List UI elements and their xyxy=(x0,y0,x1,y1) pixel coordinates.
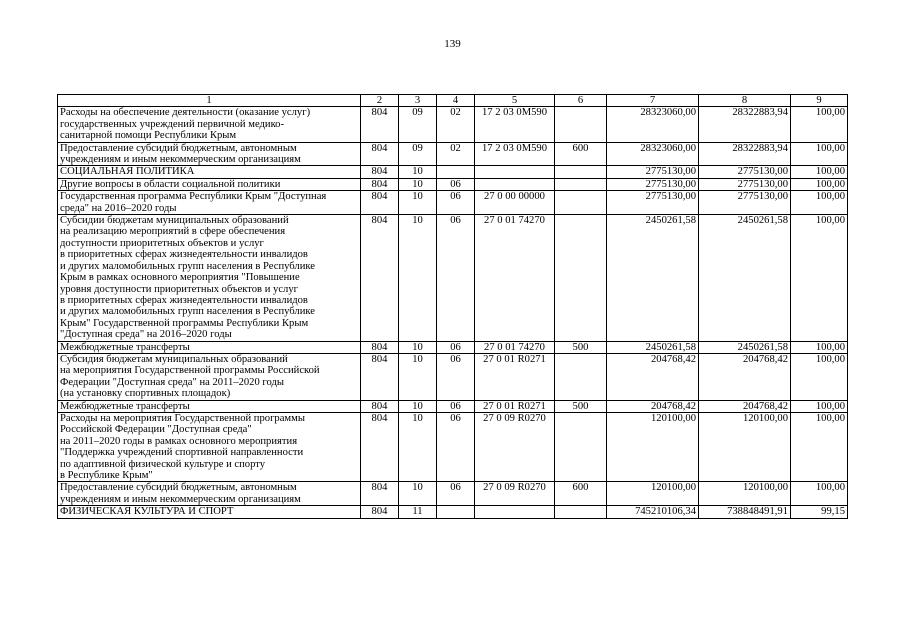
cell-description: Межбюджетные трансферты xyxy=(58,341,361,353)
cell-percent-executed: 100,00 xyxy=(791,142,848,166)
cell-description: СОЦИАЛЬНАЯ ПОЛИТИКА xyxy=(58,166,361,178)
cell-planned-amount: 2450261,58 xyxy=(607,341,699,353)
cell-executed-amount: 28322883,94 xyxy=(699,107,791,142)
cell-subsection: 06 xyxy=(437,215,475,341)
page-number: 139 xyxy=(444,38,461,50)
cell-target-article: 27 0 09 R0270 xyxy=(475,412,555,481)
cell-description: ФИЗИЧЕСКАЯ КУЛЬТУРА И СПОРТ xyxy=(58,506,361,518)
cell-subsection: 06 xyxy=(437,191,475,215)
cell-percent-executed: 100,00 xyxy=(791,215,848,341)
cell-target-article: 27 0 01 74270 xyxy=(475,341,555,353)
cell-percent-executed: 100,00 xyxy=(791,482,848,506)
cell-planned-amount: 2775130,00 xyxy=(607,191,699,215)
cell-section: 09 xyxy=(399,107,437,142)
cell-target-article: 27 0 01 R0271 xyxy=(475,400,555,412)
cell-expense-type: 500 xyxy=(555,341,607,353)
cell-description: Субсидия бюджетам муниципальных образований на мероприятия Государственной программы Российской Федерации "Доступная среда" на 2011–2020 годы (на установку спортивных площадок) xyxy=(58,353,361,400)
cell-subsection: 02 xyxy=(437,142,475,166)
cell-percent-executed: 99,15 xyxy=(791,506,848,518)
cell-expense-type xyxy=(555,191,607,215)
cell-target-article: 17 2 03 0М590 xyxy=(475,142,555,166)
cell-target-article: 27 0 01 R0271 xyxy=(475,353,555,400)
cell-description: Предоставление субсидий бюджетным, автономным учреждениям и иным некоммерческим организациям xyxy=(58,142,361,166)
cell-executed-amount: 738848491,91 xyxy=(699,506,791,518)
cell-section: 10 xyxy=(399,166,437,178)
table-row xyxy=(58,400,848,412)
cell-target-article xyxy=(475,506,555,518)
cell-planned-amount: 2450261,58 xyxy=(607,215,699,341)
table-row xyxy=(58,142,848,166)
cell-section: 10 xyxy=(399,341,437,353)
budget-table xyxy=(57,94,848,519)
column-header: 9 xyxy=(791,95,848,107)
cell-description: Другие вопросы в области социальной политики xyxy=(58,178,361,190)
cell-section: 10 xyxy=(399,412,437,481)
cell-expense-type xyxy=(555,353,607,400)
cell-ministry-code: 804 xyxy=(361,215,399,341)
cell-expense-type xyxy=(555,107,607,142)
cell-percent-executed: 100,00 xyxy=(791,412,848,481)
cell-executed-amount: 204768,42 xyxy=(699,353,791,400)
column-header: 4 xyxy=(437,95,475,107)
cell-subsection: 06 xyxy=(437,482,475,506)
table-row xyxy=(58,191,848,215)
cell-target-article: 27 0 01 74270 xyxy=(475,215,555,341)
cell-planned-amount: 204768,42 xyxy=(607,353,699,400)
cell-subsection: 06 xyxy=(437,341,475,353)
cell-percent-executed: 100,00 xyxy=(791,353,848,400)
column-header: 8 xyxy=(699,95,791,107)
table-row xyxy=(58,166,848,178)
cell-percent-executed: 100,00 xyxy=(791,178,848,190)
column-header: 3 xyxy=(399,95,437,107)
cell-ministry-code: 804 xyxy=(361,341,399,353)
cell-target-article: 27 0 09 R0270 xyxy=(475,482,555,506)
cell-percent-executed: 100,00 xyxy=(791,191,848,215)
cell-executed-amount: 28322883,94 xyxy=(699,142,791,166)
table-row xyxy=(58,412,848,481)
cell-executed-amount: 120100,00 xyxy=(699,482,791,506)
cell-description: Государственная программа Республики Крым "Доступная среда" на 2016–2020 годы xyxy=(58,191,361,215)
cell-executed-amount: 120100,00 xyxy=(699,412,791,481)
table-row xyxy=(58,107,848,142)
cell-planned-amount: 2775130,00 xyxy=(607,166,699,178)
cell-ministry-code: 804 xyxy=(361,191,399,215)
cell-target-article: 17 2 03 0М590 xyxy=(475,107,555,142)
cell-subsection: 06 xyxy=(437,412,475,481)
cell-ministry-code: 804 xyxy=(361,166,399,178)
cell-executed-amount: 2450261,58 xyxy=(699,215,791,341)
cell-planned-amount: 120100,00 xyxy=(607,482,699,506)
cell-planned-amount: 745210106,34 xyxy=(607,506,699,518)
cell-section: 09 xyxy=(399,142,437,166)
cell-ministry-code: 804 xyxy=(361,482,399,506)
cell-subsection: 06 xyxy=(437,178,475,190)
cell-ministry-code: 804 xyxy=(361,178,399,190)
cell-planned-amount: 28323060,00 xyxy=(607,107,699,142)
cell-target-article: 27 0 00 00000 xyxy=(475,191,555,215)
cell-executed-amount: 204768,42 xyxy=(699,400,791,412)
column-header: 5 xyxy=(475,95,555,107)
cell-section: 10 xyxy=(399,353,437,400)
header-row xyxy=(58,95,848,107)
cell-percent-executed: 100,00 xyxy=(791,166,848,178)
cell-section: 10 xyxy=(399,191,437,215)
cell-section: 10 xyxy=(399,482,437,506)
column-header: 7 xyxy=(607,95,699,107)
column-header: 1 xyxy=(58,95,361,107)
cell-percent-executed: 100,00 xyxy=(791,341,848,353)
cell-ministry-code: 804 xyxy=(361,412,399,481)
table-body xyxy=(58,107,848,518)
table-row xyxy=(58,506,848,518)
cell-expense-type: 600 xyxy=(555,142,607,166)
cell-ministry-code: 804 xyxy=(361,506,399,518)
cell-ministry-code: 804 xyxy=(361,107,399,142)
cell-executed-amount: 2450261,58 xyxy=(699,341,791,353)
cell-description: Субсидии бюджетам муниципальных образований на реализацию мероприятий в сфере обеспечения доступности приоритетных объектов и услуг в приоритетных сферах жизнедеятельности инвалидов и других маломобильных групп населения в Республике Крым в рамках основного мероприятия "Повышение уровня доступности приоритетных объектов и услуг в приоритетных сферах жизнедеятельности инвалидов и других маломобильных групп населения в Республике Крым" Государственной программы Республики Крым "Доступная среда" на 2016–2020 годы xyxy=(58,215,361,341)
cell-description: Расходы на обеспечение деятельности (оказание услуг) государственных учреждений первичной медико- санитарной помощи Республики Крым xyxy=(58,107,361,142)
cell-expense-type: 500 xyxy=(555,400,607,412)
cell-percent-executed: 100,00 xyxy=(791,107,848,142)
cell-description: Расходы на мероприятия Государственной программы Российской Федерации "Доступная среда" на 2011–2020 годы в рамках основного мероприятия "Поддержка учреждений спортивной направленности по адаптивной физической культуре и спорту в Республике Крым" xyxy=(58,412,361,481)
cell-expense-type xyxy=(555,412,607,481)
table-row xyxy=(58,341,848,353)
cell-target-article xyxy=(475,178,555,190)
cell-ministry-code: 804 xyxy=(361,353,399,400)
table-row xyxy=(58,178,848,190)
cell-planned-amount: 204768,42 xyxy=(607,400,699,412)
cell-description: Межбюджетные трансферты xyxy=(58,400,361,412)
cell-section: 10 xyxy=(399,215,437,341)
cell-planned-amount: 120100,00 xyxy=(607,412,699,481)
table-row xyxy=(58,215,848,341)
cell-section: 10 xyxy=(399,400,437,412)
cell-section: 10 xyxy=(399,178,437,190)
cell-percent-executed: 100,00 xyxy=(791,400,848,412)
cell-executed-amount: 2775130,00 xyxy=(699,191,791,215)
cell-subsection: 02 xyxy=(437,107,475,142)
table-row xyxy=(58,353,848,400)
cell-executed-amount: 2775130,00 xyxy=(699,166,791,178)
cell-expense-type xyxy=(555,166,607,178)
cell-expense-type: 600 xyxy=(555,482,607,506)
cell-subsection xyxy=(437,506,475,518)
cell-description: Предоставление субсидий бюджетным, автономным учреждениям и иным некоммерческим организациям xyxy=(58,482,361,506)
cell-expense-type xyxy=(555,215,607,341)
cell-expense-type xyxy=(555,178,607,190)
column-header: 2 xyxy=(361,95,399,107)
cell-executed-amount: 2775130,00 xyxy=(699,178,791,190)
cell-section: 11 xyxy=(399,506,437,518)
cell-target-article xyxy=(475,166,555,178)
cell-ministry-code: 804 xyxy=(361,142,399,166)
table-row xyxy=(58,482,848,506)
cell-subsection: 06 xyxy=(437,400,475,412)
cell-planned-amount: 2775130,00 xyxy=(607,178,699,190)
column-header: 6 xyxy=(555,95,607,107)
cell-expense-type xyxy=(555,506,607,518)
cell-planned-amount: 28323060,00 xyxy=(607,142,699,166)
cell-subsection: 06 xyxy=(437,353,475,400)
cell-subsection xyxy=(437,166,475,178)
cell-ministry-code: 804 xyxy=(361,400,399,412)
